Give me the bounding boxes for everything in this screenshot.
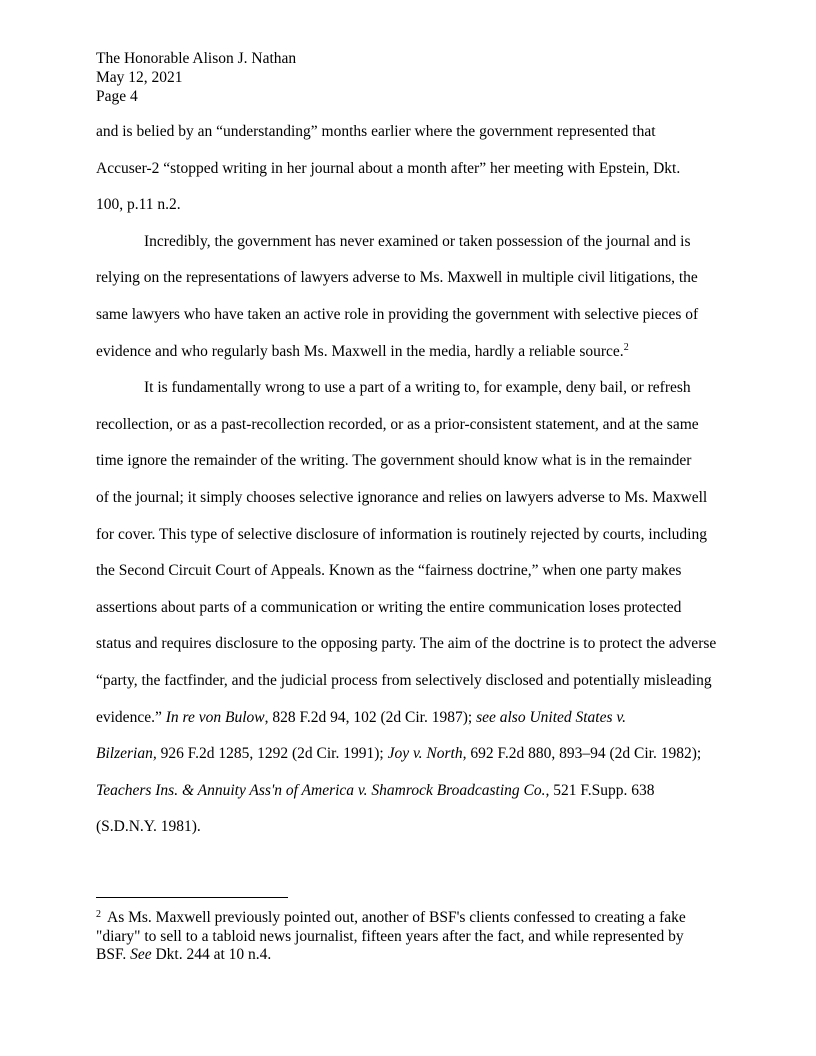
- footnote-line: [96, 906, 726, 928]
- body-text: 521 F.Supp. 638: [549, 781, 655, 799]
- body-line: Accuser-2 “stopped writing in her journal about a month after” her meeting with Epstein, Dkt.: [96, 159, 681, 177]
- body-text: 692 F.2d 880, 893–94 (2d Cir. 1982);: [466, 745, 702, 763]
- body-line: recollection, or as a past-recollection recorded, or as a prior-consistent statement, and at the same: [96, 415, 699, 433]
- body-line: and is belied by an “understanding” months earlier where the government represented that: [96, 123, 656, 140]
- body-text: evidence.”: [96, 708, 166, 726]
- footnote-reference: 2: [623, 341, 629, 353]
- case-citation: In re von Bulow: [165, 708, 265, 726]
- footnote-separator: [96, 897, 288, 898]
- body-line: [96, 778, 720, 815]
- case-citation: Joy v. North,: [387, 745, 467, 763]
- footnote-line: [96, 946, 726, 965]
- body-line: It is fundamentally wrong to use a part of a writing to, for example, deny bail, or refresh: [144, 379, 691, 397]
- date-line: May 12, 2021: [96, 69, 183, 86]
- body-line: time ignore the remainder of the writing. The government should know what is in the remainder: [96, 452, 692, 470]
- body-text: , 828 F.2d 94, 102 (2d Cir. 1987);: [264, 708, 477, 726]
- page-number: Page 4: [96, 88, 138, 105]
- footnote-line: "diary" to sell to a tabloid news journalist, fifteen years after the fact, and while represented by: [96, 927, 684, 945]
- signal-word: See: [130, 946, 152, 963]
- body-line: the Second Circuit Court of Appeals. Known as the “fairness doctrine,” when one party makes: [96, 562, 682, 580]
- body-line: 100, p.11 n.2.: [96, 196, 181, 214]
- footnote-text: BSF.: [96, 946, 131, 963]
- body-line: same lawyers who have taken an active role in providing the government with selective pieces of: [96, 305, 699, 323]
- footnote-text: Dkt. 244 at 10 n.4.: [151, 946, 272, 963]
- body-line: assertions about parts of a communication or writing the entire communication loses protected: [96, 598, 682, 616]
- body-line: “party, the factfinder, and the judicial process from selectively disclosed and potentially misleading: [96, 671, 712, 689]
- body-line: relying on the representations of lawyers adverse to Ms. Maxwell in multiple civil litigations, the: [96, 269, 698, 287]
- footnote-text: As Ms. Maxwell previously pointed out, another of BSF's clients confessed to creating a fake: [107, 909, 686, 926]
- body-line: (S.D.N.Y. 1981).: [96, 818, 201, 836]
- case-citation: see also United States v.: [476, 708, 627, 726]
- body-line: for cover. This type of selective disclosure of information is routinely rejected by courts, including: [96, 525, 707, 543]
- body-line: status and requires disclosure to the opposing party. The aim of the doctrine is to protect the adverse: [96, 635, 717, 653]
- body-line: [96, 339, 720, 376]
- letter-header: [96, 49, 296, 106]
- case-citation: Teachers Ins. & Annuity Ass'n of America v. Shamrock Broadcasting Co.,: [96, 781, 550, 799]
- body-text: evidence and who regularly bash Ms. Maxwell in the media, hardly a reliable source.: [96, 342, 624, 360]
- body-text: 926 F.2d 1285, 1292 (2d Cir. 1991);: [156, 745, 388, 763]
- recipient-line: The Honorable Alison J. Nathan: [96, 50, 297, 67]
- body-line: of the journal; it simply chooses selective ignorance and relies on lawyers adverse to Ms. Maxwell: [96, 488, 708, 506]
- case-citation: Bilzerian,: [96, 745, 157, 763]
- letter-body: [96, 119, 720, 851]
- footnote-mark: 2: [96, 909, 101, 920]
- body-line: Incredibly, the government has never examined or taken possession of the journal and is: [144, 232, 691, 250]
- footnote: [96, 906, 726, 965]
- body-line: [96, 705, 720, 742]
- body-line: [96, 741, 720, 778]
